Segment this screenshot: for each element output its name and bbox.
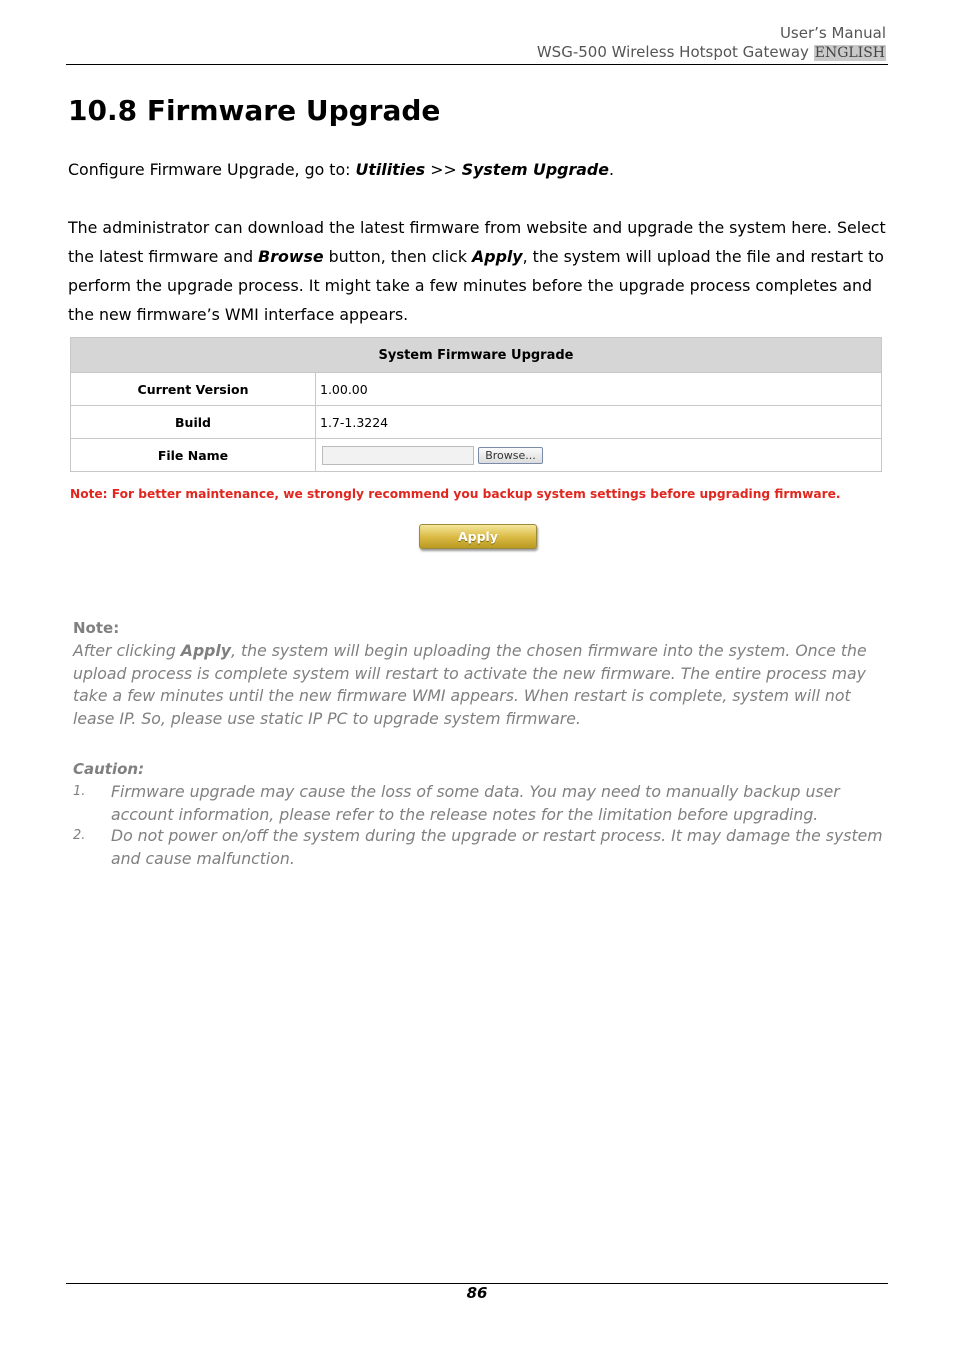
header-product-name: WSG-500 Wireless Hotspot Gateway: [536, 43, 809, 61]
current-version-value: 1.00.00: [316, 373, 882, 406]
backup-recommendation-note: Note: For better maintenance, we strongly recommend you backup system settings before upgrading firmware.: [70, 487, 841, 501]
menu-path-separator: >>: [425, 160, 462, 179]
desc-browse-keyword: Browse: [258, 247, 324, 266]
table-row: [71, 406, 882, 439]
intro-prefix: Configure Firmware Upgrade, go to:: [68, 160, 356, 179]
panel-heading: System Firmware Upgrade: [71, 338, 882, 373]
header-rule: [66, 64, 888, 65]
list-item-number: 2.: [73, 828, 86, 843]
firmware-upgrade-panel: [70, 337, 882, 472]
note-apply-keyword: Apply: [180, 641, 231, 660]
desc-text-3: , the system will upload the file and restart to perform the upgrade process. It might take a few minutes before the upgrade process completes and the new firmware’s WMI interface appears.: [68, 247, 884, 324]
note-text-2: , the system will begin uploading the chosen firmware into the system. Once the upload process is complete system will restart to activate the new firmware. The entire process may take a few minutes until the new firmware WMI appears. When restart is complete, system will not lease IP. So, please use static IP PC to upgrade system firmware.: [73, 641, 867, 728]
list-item-text: Do not power on/off the system during the upgrade or restart process. It may damage the system and cause malfunction.: [111, 826, 883, 868]
list-item-text: Firmware upgrade may cause the loss of some data. You may need to manually backup user account information, please refer to the release notes for the limitation before upgrading.: [111, 782, 840, 824]
table-row: [71, 373, 882, 406]
note-text-1: After clicking: [73, 641, 181, 660]
current-version-label: Current Version: [71, 373, 316, 406]
build-value: 1.7-1.3224: [316, 406, 882, 439]
intro-paragraph: [68, 155, 888, 184]
build-label: Build: [71, 406, 316, 439]
page-title: 10.8 Firmware Upgrade: [68, 94, 441, 127]
desc-text-1: The administrator can download the latest firmware from website and upgrade the system here. Select the latest firmware and: [68, 218, 886, 266]
page-header: [537, 24, 886, 63]
header-product-line: [537, 43, 886, 63]
caution-heading: Caution:: [73, 760, 145, 778]
desc-text-2: button, then click: [323, 247, 473, 266]
language-badge: ENGLISH: [814, 45, 885, 61]
panel-header-row: [71, 338, 882, 373]
desc-apply-keyword: Apply: [472, 247, 523, 266]
description-paragraph: [68, 213, 888, 329]
page-number: 86: [466, 1284, 488, 1302]
list-item: [73, 825, 888, 870]
list-item: [73, 781, 888, 826]
list-item-number: 1.: [73, 784, 86, 799]
browse-button[interactable]: Browse...: [478, 447, 543, 464]
apply-button[interactable]: Apply: [419, 524, 537, 549]
file-name-label: File Name: [71, 439, 316, 472]
file-name-cell: [316, 439, 882, 472]
header-manual-label: User’s Manual: [779, 24, 886, 42]
intro-suffix: .: [608, 160, 614, 179]
menu-path-utilities: Utilities: [355, 160, 426, 179]
menu-path-system-upgrade: System Upgrade: [461, 160, 609, 179]
file-name-input[interactable]: [322, 446, 474, 465]
note-heading: Note:: [73, 619, 120, 637]
note-body: [73, 640, 888, 730]
table-row: [71, 439, 882, 472]
